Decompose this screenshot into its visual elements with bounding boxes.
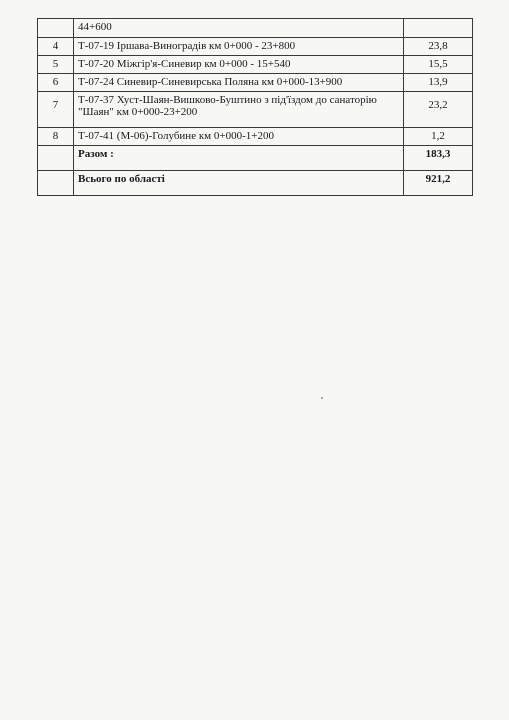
road-name-cell: Т-07-24 Синевир-Синевирська Поляна км 0+000-13+900 <box>74 74 404 92</box>
row-number-cell: 6 <box>38 74 74 92</box>
table-row <box>38 128 473 146</box>
subtotal-label: Разом : <box>74 146 404 171</box>
table-row <box>38 38 473 56</box>
length-cell: 15,5 <box>404 56 473 74</box>
road-name-cell: Т-07-41 (М-06)-Голубине км 0+000-1+200 <box>74 128 404 146</box>
row-number-cell: 4 <box>38 38 74 56</box>
total-label: Всього по області <box>74 171 404 196</box>
table-row <box>38 74 473 92</box>
table-row <box>38 92 473 128</box>
length-cell: 23,2 <box>404 92 473 128</box>
length-cell <box>404 19 473 38</box>
length-cell: 13,9 <box>404 74 473 92</box>
row-number-cell: 8 <box>38 128 74 146</box>
subtotal-value: 183,3 <box>404 146 473 171</box>
total-row <box>38 171 473 196</box>
table-row <box>38 19 473 38</box>
road-name-cell: 44+600 <box>74 19 404 38</box>
row-number-cell: 7 <box>38 92 74 128</box>
total-value: 921,2 <box>404 171 473 196</box>
length-cell: 1,2 <box>404 128 473 146</box>
length-cell: 23,8 <box>404 38 473 56</box>
row-number-cell <box>38 146 74 171</box>
subtotal-row <box>38 146 473 171</box>
road-name-cell: Т-07-20 Міжгір'я-Синевир км 0+000 - 15+540 <box>74 56 404 74</box>
scan-speck <box>321 397 323 399</box>
roads-table <box>37 18 473 196</box>
row-number-cell: 5 <box>38 56 74 74</box>
road-name-cell: Т-07-37 Хуст-Шаян-Вишково-Буштино з під'їздом до санаторію "Шаян" км 0+000-23+200 <box>74 92 404 128</box>
row-number-cell <box>38 19 74 38</box>
road-name-cell: Т-07-19 Іршава-Виноградів км 0+000 - 23+800 <box>74 38 404 56</box>
table-row <box>38 56 473 74</box>
row-number-cell <box>38 171 74 196</box>
